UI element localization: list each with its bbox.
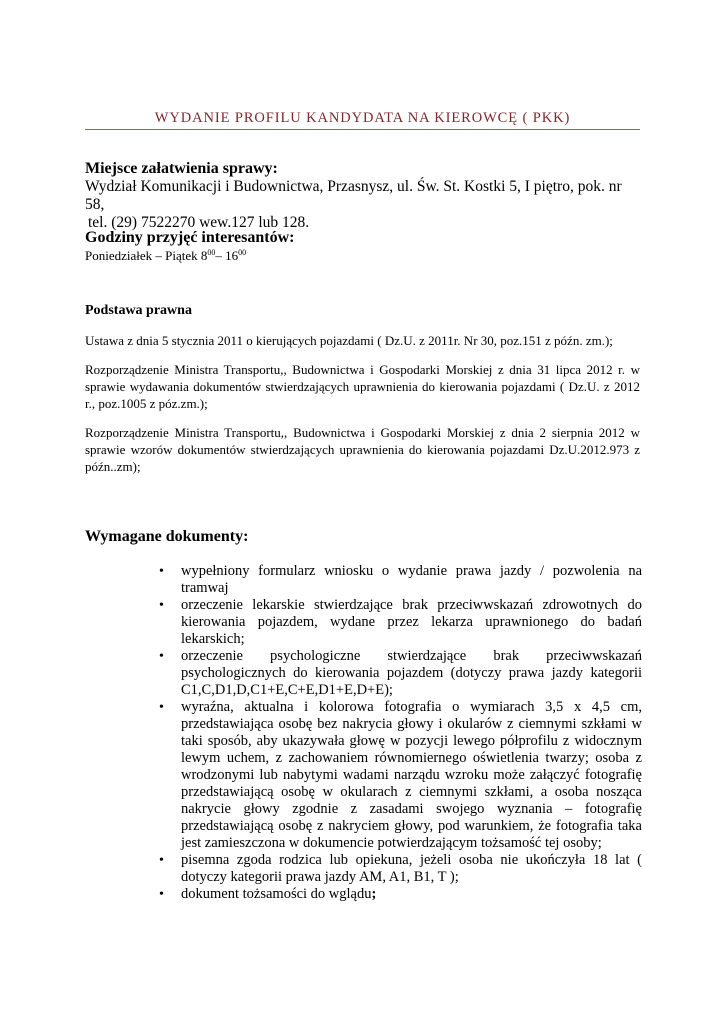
page-title: WYDANIE PROFILU KANDYDATA NA KIEROWCĘ ( PKK) (154, 110, 571, 126)
hours-dash: – 16 (215, 248, 239, 263)
location-address: Wydział Komunikacji i Budownictwa, Przasnysz, ul. Św. St. Kostki 5, I piętro, pok. nr 58, (85, 178, 622, 213)
bullet-icon: • (159, 887, 164, 902)
hours-close-minutes: 00 (238, 248, 247, 257)
list-item: • pisemna zgoda rodzica lub opiekuna, jeżeli osoba nie ukończyła 18 lat ( dotyczy kategorii prawa jazdy AM, A1, B1, T ); (159, 852, 642, 885)
hours-days: Poniedziałek – Piątek 8 (85, 248, 208, 263)
list-item-suffix: ; (371, 886, 377, 902)
documents-list (157, 563, 642, 903)
hours-heading: Godziny przyjęć interesantów: (85, 229, 295, 246)
legal-act-3: Rozporządzenie Ministra Transportu,, Budownictwa i Gospodarki Morskiej z dnia 2 sierpnia 2012 w sprawie wzorów dokumentów stwierdzających uprawnienia do kierowania pojazdami Dz.U.2012.973 z późn..zm); (85, 425, 640, 474)
list-item: • orzeczenie psychologiczne stwierdzające brak przeciwwskazań psychologicznych do kierowania pojazdem (dotyczy prawa jazdy kategorii C1,C,D1,D,C1+E,C+E,D1+E,D+E); (159, 648, 642, 698)
location-section (85, 160, 640, 232)
legal-heading: Podstawa prawna (85, 303, 192, 318)
legal-act-2: Rozporządzenie Ministra Transportu,, Budownictwa i Gospodarki Morskiej z dnia 31 lipca 2012 r. w sprawie wydawania dokumentów stwierdzających uprawnienia do kierowania pojazdami ( Dz.U. z 2012 r., poz.1005 z póz.zm.); (85, 362, 640, 411)
bullet-icon: • (159, 700, 164, 715)
list-item: • wyraźna, aktualna i kolorowa fotografia o wymiarach 3,5 x 4,5 cm, przedstawiająca osobę bez nakrycia głowy i okularów z ciemnymi szkłami w taki sposób, aby ukazywała głowę w pozycji lewego półprofilu z widocznym lewym uchem, z zachowaniem równomiernego oświetlenia twarzy; osoba z wrodzonymi lub nabytymi wadami narządu wzroku może załączyć fotografię przedstawiającą osobę w okularach z ciemnymi szkłami, a osoba nosząca nakrycie głowy zgodnie z zasadami swojego wyznania – fotografię przedstawiającą osobę z nakryciem głowy, pod warunkiem, że fotografia taka jest zamieszczona w dokumencie potwierdzającym tożsamość tej osoby; (159, 699, 642, 851)
hours-section (85, 229, 640, 264)
list-item: • dokument tożsamości do wglądu; (159, 886, 377, 902)
hours-open-minutes: 00 (207, 248, 216, 257)
hours-value (85, 248, 640, 264)
documents-heading: Wymagane dokumenty: (85, 528, 249, 545)
list-item: • wypełniony formularz wniosku o wydanie prawa jazdy / pozwolenia na tramwaj (159, 563, 642, 596)
title-underline (85, 129, 640, 130)
bullet-icon: • (159, 564, 164, 579)
location-phone: tel. (29) 7522270 wew.127 lub 128. (88, 214, 310, 231)
documents-section (85, 528, 640, 546)
legal-act-1: Ustawa z dnia 5 stycznia 2011 o kierujących pojazdami ( Dz.U. z 2011r. Nr 30, poz.151 z późn. zm.); (85, 333, 613, 348)
bullet-icon: • (159, 649, 164, 664)
location-heading: Miejsce załatwienia sprawy: (85, 160, 278, 177)
legal-section (85, 302, 640, 475)
list-item: • orzeczenie lekarskie stwierdzające brak przeciwwskazań zdrowotnych do kierowania pojazdem, wydane przez lekarza uprawnionego do badań lekarskich; (159, 597, 642, 647)
bullet-icon: • (159, 598, 164, 613)
bullet-icon: • (159, 853, 164, 868)
